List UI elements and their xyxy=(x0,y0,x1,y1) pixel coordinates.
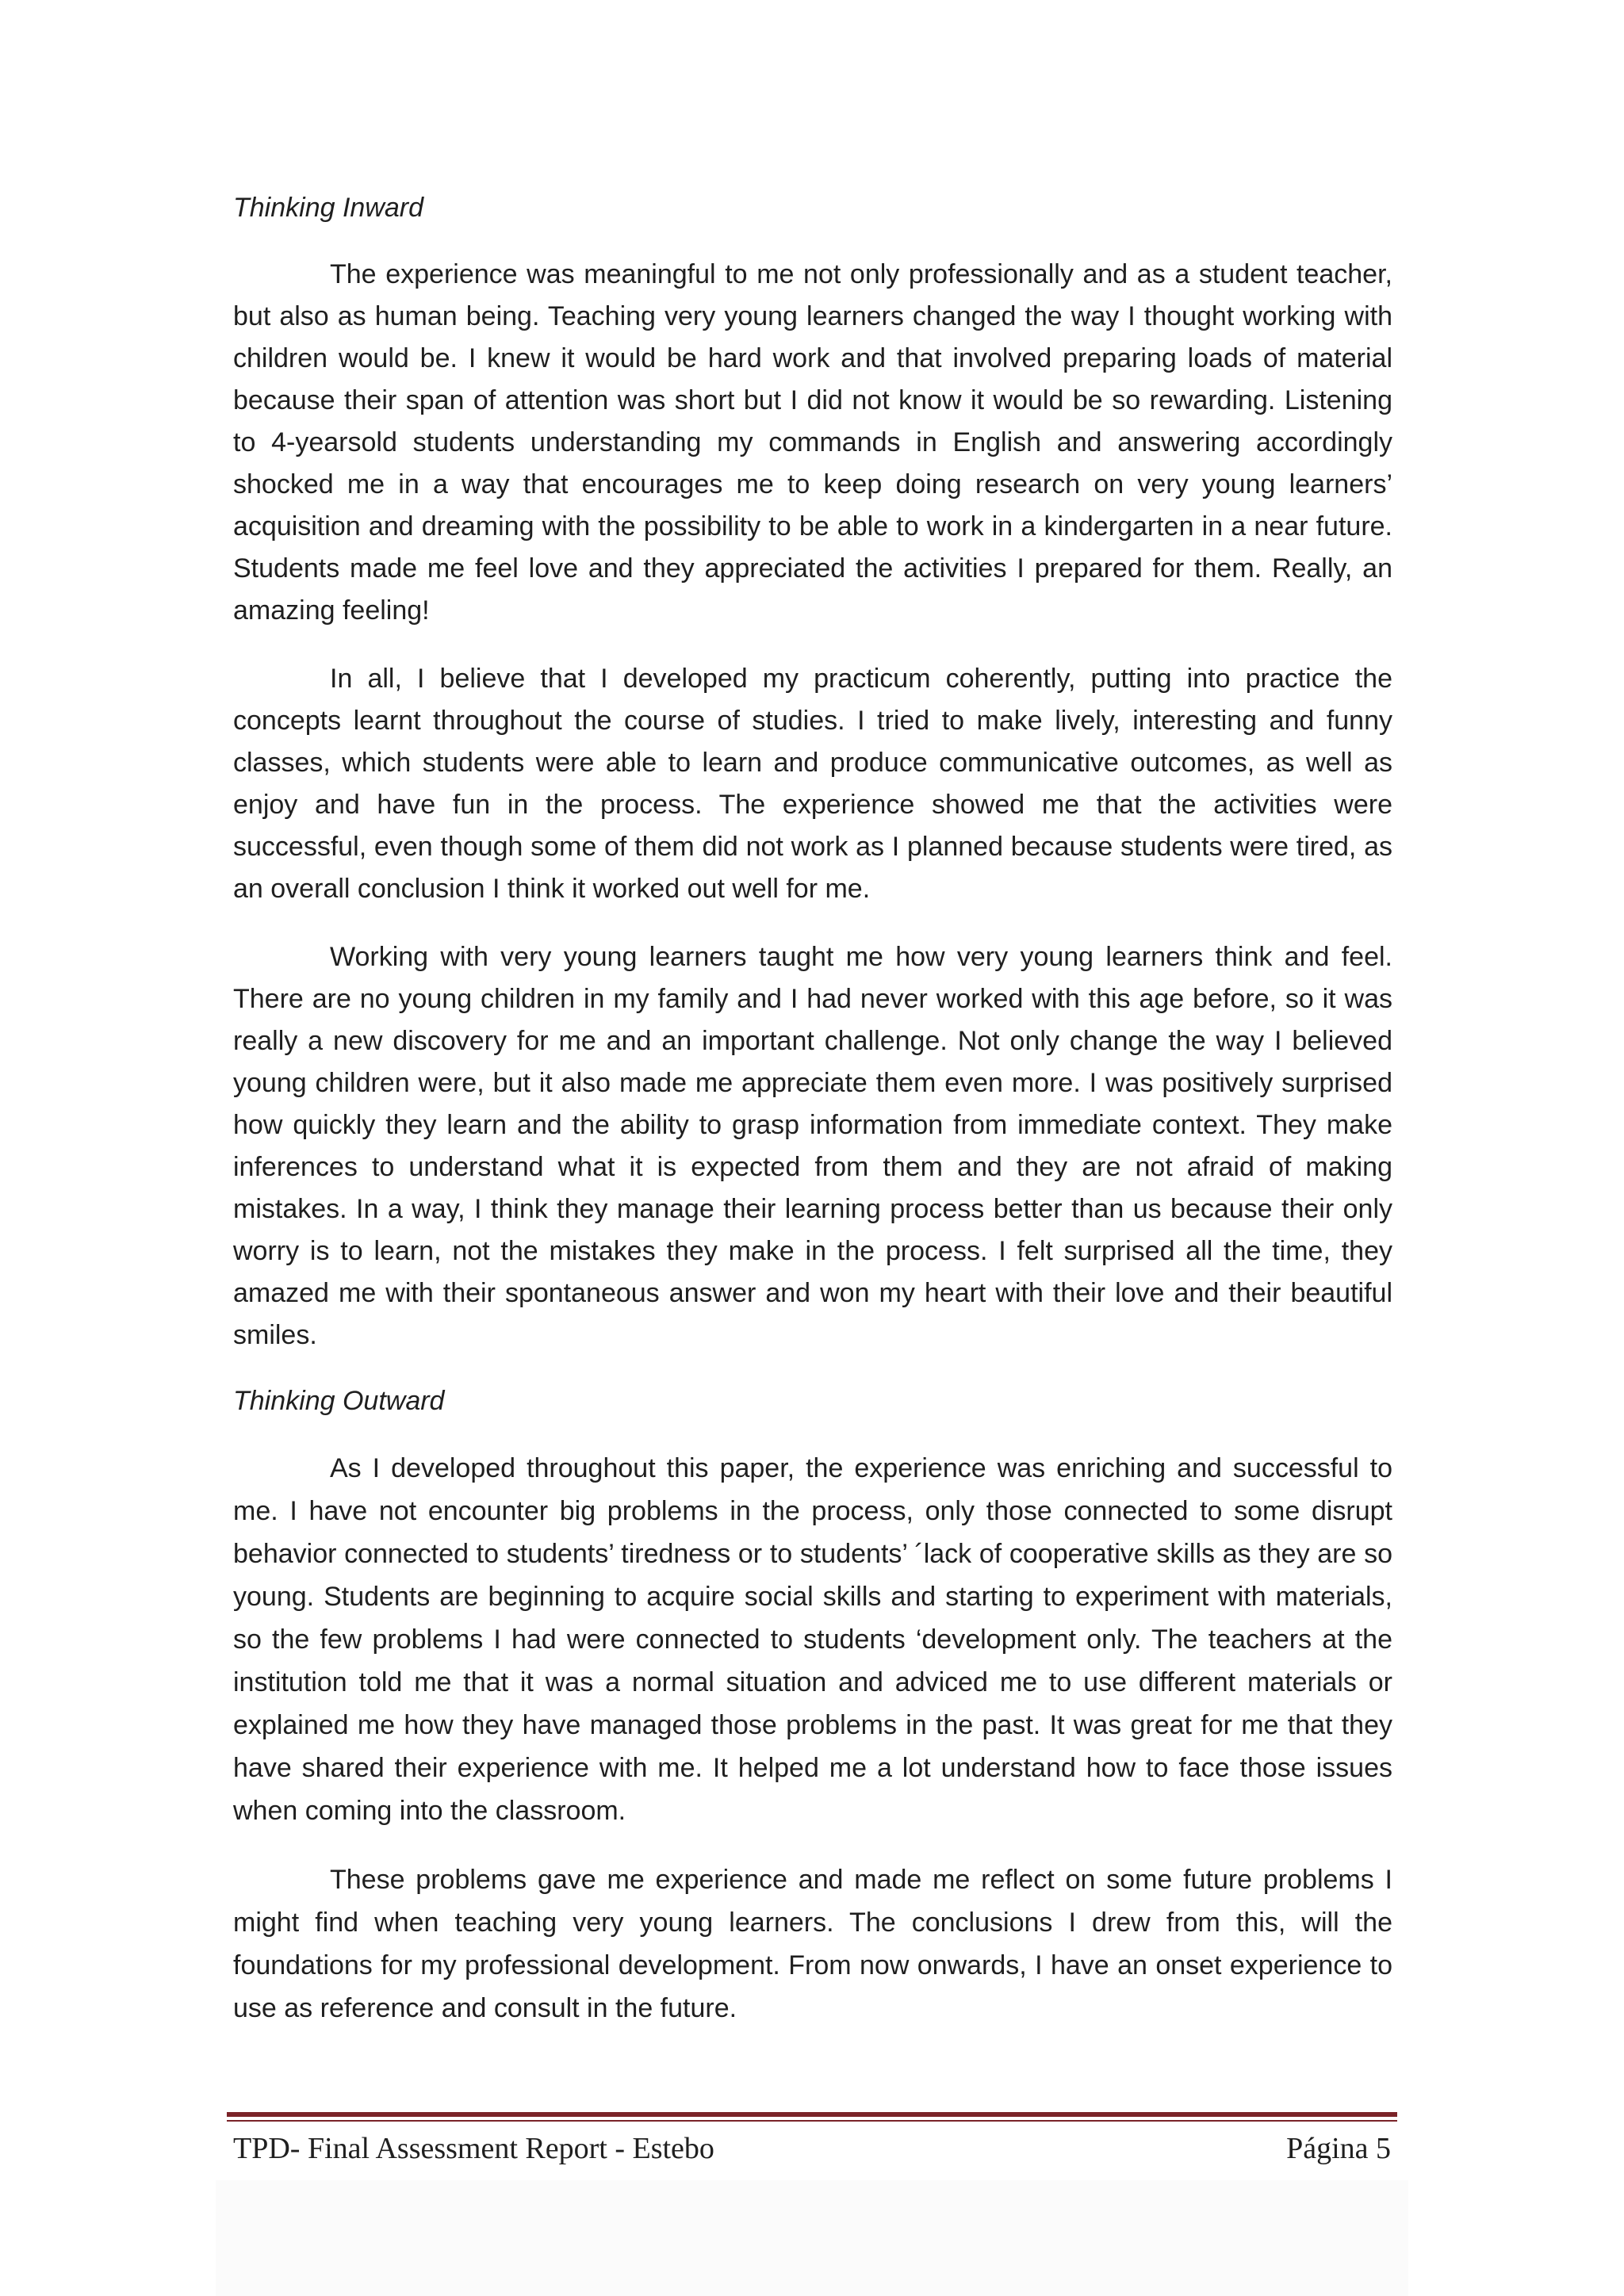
page-footer xyxy=(227,2112,1397,2166)
paragraph: As I developed throughout this paper, the experience was enriching and successful to me. I have not encounter big problems in the process, only those connected to some disrupt behavior connected to students’ tiredness or to students’ ´lack of cooperative skills as they are so young. Students are beginning to acquire social skills and starting to experiment with materials, so the few problems I had were connected to students ‘development only. The teachers at the institution told me that it was a normal situation and adviced me to use different materials or explained me how they have managed those problems in the past. It was great for me that they have shared their experience with me. It helped me a lot understand how to face those issues when coming into the classroom. xyxy=(233,1453,1392,1826)
section-heading-thinking-outward: Thinking Outward xyxy=(233,1386,445,1416)
paragraph: These problems gave me experience and made me reflect on some future problems I might find when teaching very young learners. The conclusions I drew from this, will the foundations for my professional development. From now onwards, I have an onset experience to use as reference and consult in the future. xyxy=(233,1865,1392,2023)
paragraph: In all, I believe that I developed my practicum coherently, putting into practice the concepts learnt throughout the course of studies. I tried to make lively, interesting and funny classes, which students were able to learn and produce communicative outcomes, as well as enjoy and have fun in the process. The experience showed me that the activities were successful, even though some of them did not work as I planned because students were tired, as an overall conclusion I think it worked out well for me. xyxy=(233,664,1392,904)
section-heading-thinking-inward: Thinking Inward xyxy=(233,193,424,223)
document-body xyxy=(233,187,1392,2030)
paragraph: Working with very young learners taught me how very young learners think and feel. There are no young children in my family and I had never worked with this age before, so it was really a new discovery for me and an important challenge. Not only change the way I believed young children were, but it also made me appreciate them even more. I was positively surprised how quickly they learn and the ability to grasp information from immediate context. They make inferences to understand what it is expected from them and they are not afraid of making mistakes. In a way, I think they manage their learning process better than us because their only worry is to learn, not the mistakes they make in the process. I felt surprised all the time, they amazed me with their spontaneous answer and won my heart with their love and their beautiful smiles. xyxy=(233,942,1392,1350)
footer-background xyxy=(216,2180,1408,2296)
footer-page-number: Página 5 xyxy=(1286,2132,1391,2165)
footer-document-title: TPD- Final Assessment Report - Estebo xyxy=(233,2132,714,2165)
footer-rule xyxy=(227,2112,1397,2117)
footer-rule-thin xyxy=(227,2120,1397,2122)
paragraph: The experience was meaningful to me not only professionally and as a student teacher, but also as human being. Teaching very young learners changed the way I thought working with children would be. I knew it would be hard work and that involved preparing loads of material because their span of attention was short but I did not know it would be so rewarding. Listening to 4-yearsold students understanding my commands in English and answering accordingly shocked me in a way that encourages me to keep doing research on very young learners’ acquisition and dreaming with the possibility to be able to work in a kindergarten in a near future. Students made me feel love and they appreciated the activities I prepared for them. Really, an amazing feeling! xyxy=(233,259,1392,626)
footer-text-row xyxy=(227,2131,1397,2166)
